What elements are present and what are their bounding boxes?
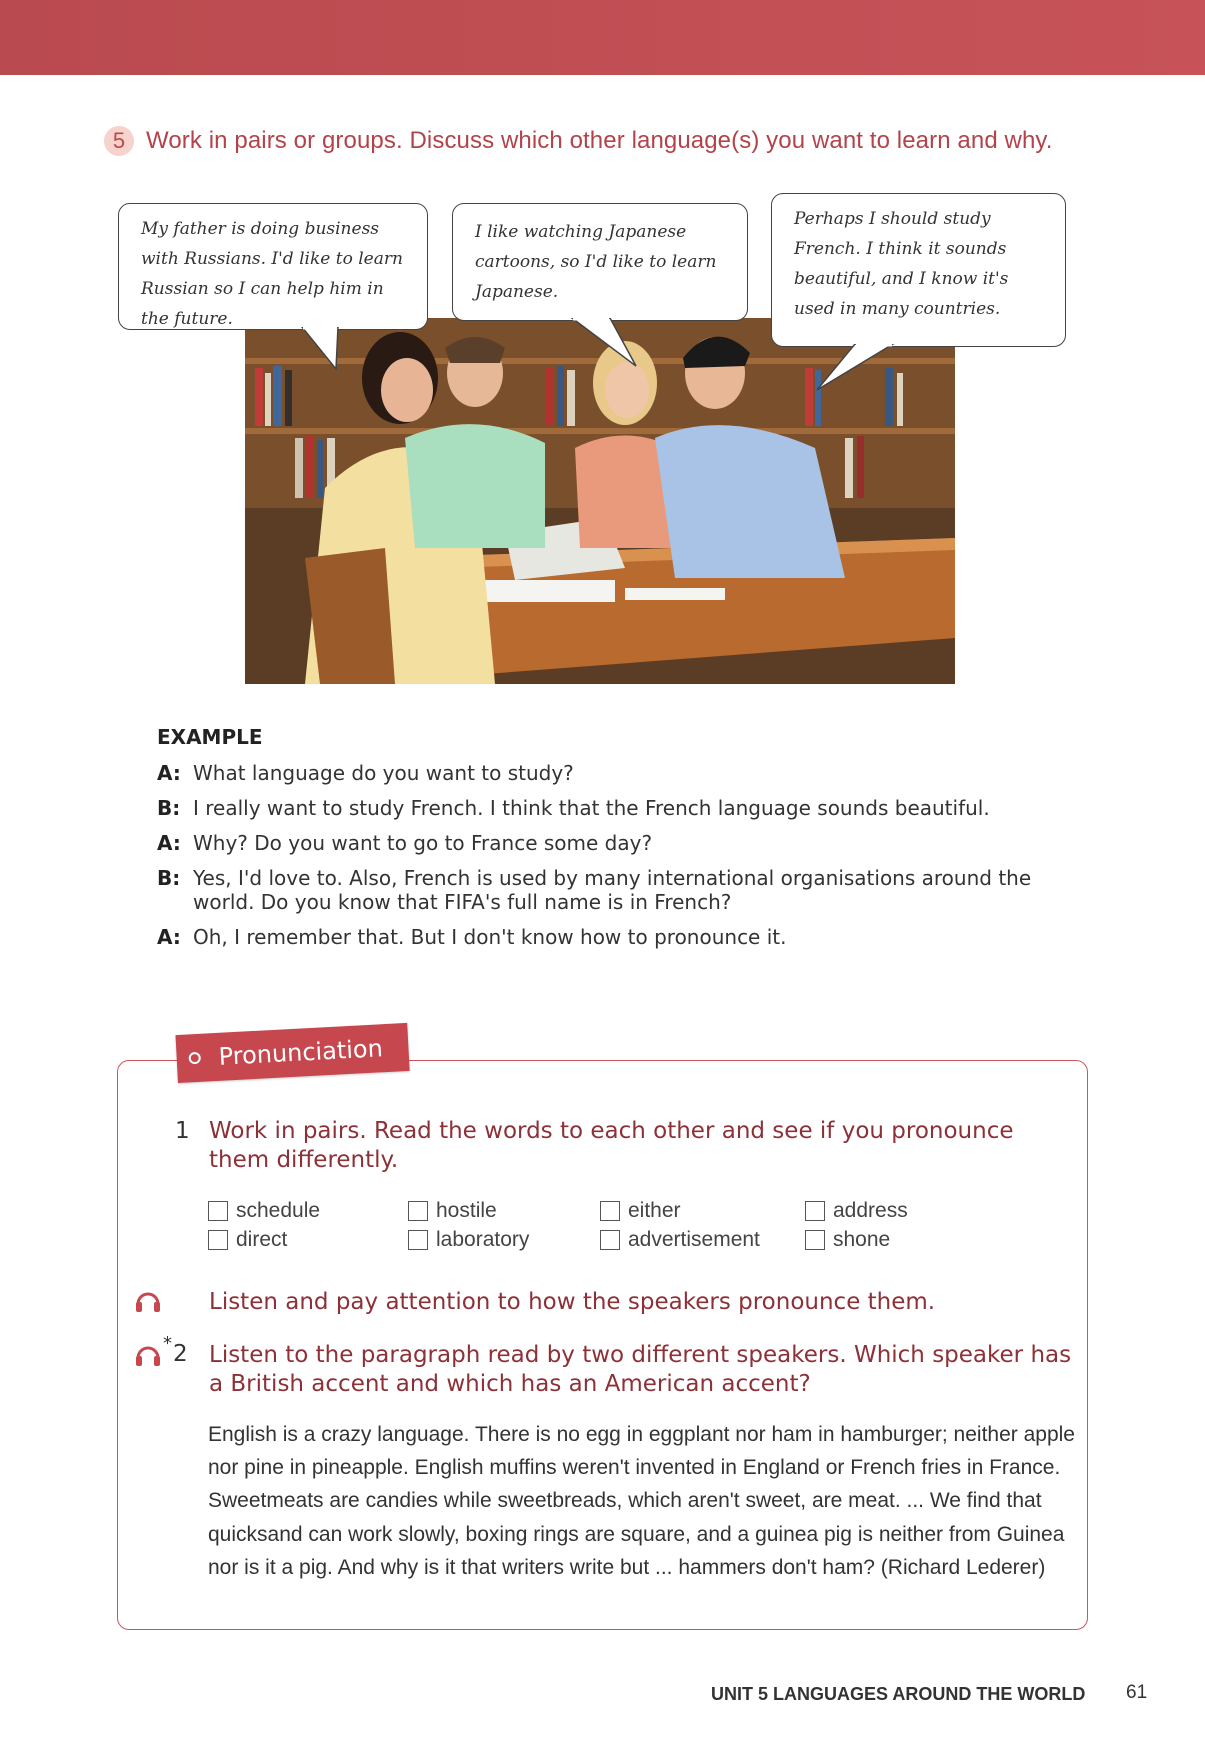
word-label: laboratory [436, 1228, 530, 1251]
word-label: advertisement [628, 1228, 760, 1251]
task-1 [175, 1117, 1079, 1175]
word-label: direct [236, 1228, 288, 1251]
speech-bubble-russian [118, 203, 428, 330]
word-item [408, 1199, 497, 1223]
task-listen [209, 1288, 1079, 1317]
speech-bubble-text: Perhaps I should study French. I think it sounds beautiful, and I know it's used in many countries. [794, 209, 1009, 319]
checkbox-icon[interactable] [208, 1230, 228, 1250]
speech-bubble-text: I like watching Japanese cartoons, so I'd like to learn Japanese. [475, 222, 717, 302]
headphones-icon[interactable] [133, 1340, 163, 1370]
speech-bubble-french [771, 193, 1066, 347]
optional-star: * [163, 1333, 172, 1354]
example-dialogue [157, 725, 1057, 960]
word-label: hostile [436, 1199, 497, 1222]
word-item [805, 1199, 908, 1223]
speech-bubble-tail [300, 327, 340, 372]
task-number: 2 [173, 1341, 188, 1367]
pronunciation-tab-label: Pronunciation [217, 1034, 384, 1071]
checkbox-icon[interactable] [408, 1230, 428, 1250]
checkbox-icon[interactable] [805, 1230, 825, 1250]
word-item [600, 1228, 760, 1252]
dialogue-line [157, 925, 1057, 949]
page-number: 61 [1126, 1682, 1148, 1703]
speech-bubble-text: My father is doing business with Russians. I'd like to learn Russian so I can help him in the future. [141, 219, 403, 329]
dialogue-line [157, 866, 1057, 914]
dialogue-line [157, 831, 1057, 855]
word-item [408, 1228, 529, 1252]
task-text: Listen and pay attention to how the speakers pronounce them. [209, 1289, 936, 1315]
word-label: shone [833, 1228, 891, 1251]
word-item [600, 1199, 681, 1223]
speaker: A: [157, 831, 181, 855]
word-item [208, 1228, 287, 1252]
speech-bubble-tail [570, 318, 640, 368]
line-text: Why? Do you want to go to France some day? [193, 831, 653, 855]
headphones-icon[interactable] [133, 1286, 163, 1316]
speech-bubble-japanese [452, 203, 748, 321]
exercise-number: 5 [104, 126, 134, 156]
dialogue-line [157, 761, 1057, 785]
checkbox-icon[interactable] [600, 1230, 620, 1250]
word-item [208, 1199, 320, 1223]
task-number: 1 [175, 1118, 190, 1144]
checkbox-icon[interactable] [208, 1201, 228, 1221]
word-label: address [833, 1199, 908, 1222]
word-label: schedule [236, 1199, 321, 1222]
reading-passage: English is a crazy language. There is no egg in eggplant nor ham in hamburger; neither apple nor pine in pineapple. English muffins weren't invented in England or French fries in France. Sweetmeats are candies while sweetbreads, which aren't sweet, are meat. ... We find that quicksand can work slowly, boxing rings are square, and a guinea pig is neither from Guinea nor is it a pig. And why is it that writers write but ... hammers don't ham? (Richard Lederer) [208, 1423, 1075, 1579]
circle-icon [188, 1052, 201, 1065]
speaker: A: [157, 925, 181, 949]
exercise-instruction: Work in pairs or groups. Discuss which other language(s) you want to learn and why. [146, 127, 1053, 154]
speaker: A: [157, 761, 181, 785]
word-label: either [628, 1199, 681, 1222]
checkbox-icon[interactable] [805, 1201, 825, 1221]
checkbox-icon[interactable] [600, 1201, 620, 1221]
speech-bubble-tail [815, 344, 895, 394]
header-band [0, 0, 1205, 75]
line-text: I really want to study French. I think that the French language sounds beautiful. [193, 796, 990, 820]
speaker: B: [157, 796, 181, 820]
example-label: EXAMPLE [157, 725, 263, 749]
footer-unit-title: UNIT 5 LANGUAGES AROUND THE WORLD [711, 1684, 1086, 1704]
task-text: Listen to the paragraph read by two different speakers. Which speaker has a British accent and which has an American accent? [209, 1342, 1072, 1397]
task-2 [209, 1341, 1079, 1399]
checkbox-icon[interactable] [408, 1201, 428, 1221]
exercise-heading [104, 126, 1053, 156]
line-text: Oh, I remember that. But I don't know how to pronounce it. [193, 925, 787, 949]
line-text: Yes, I'd love to. Also, French is used by many international organisations around the world. Do you know that FIFA's full name is in French? [193, 866, 1032, 914]
dialogue-line [157, 796, 1057, 820]
speaker: B: [157, 866, 181, 890]
line-text: What language do you want to study? [193, 761, 574, 785]
task-text: Work in pairs. Read the words to each other and see if you pronounce them differently. [209, 1118, 1014, 1173]
word-item [805, 1228, 890, 1252]
